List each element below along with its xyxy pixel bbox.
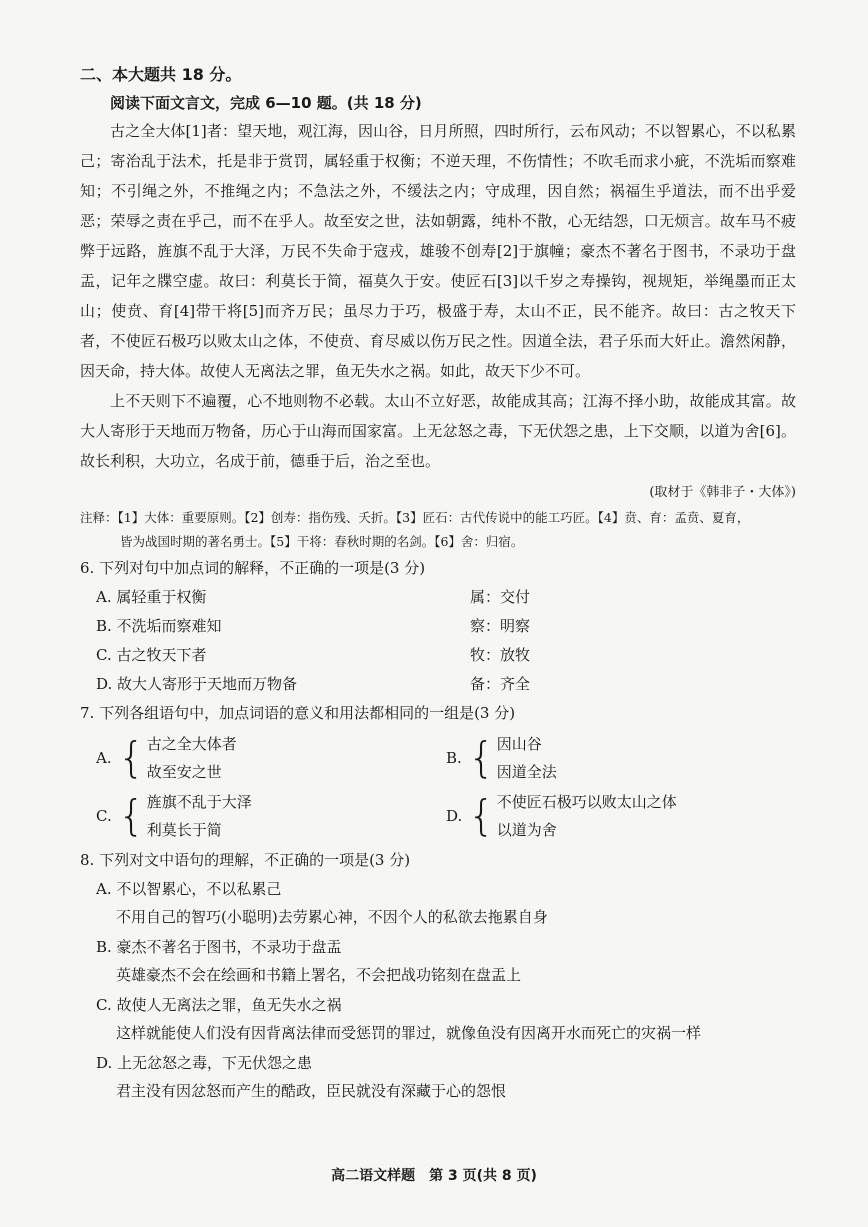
annotation-line-2: 皆为战国时期的著名勇士。【5】干将：春秋时期的名剑。【6】舍：归宿。 bbox=[120, 534, 524, 549]
q8-option-a: A. 不以智累心，不以私累己 bbox=[96, 880, 282, 898]
q8-option-c: C. 故使人无离法之罪，鱼无失水之祸 bbox=[96, 996, 342, 1014]
q7-option-a: A. { 古之全大体者 故至安之世 bbox=[96, 733, 237, 782]
brace-icon: { bbox=[468, 733, 495, 782]
q8-option-d-explanation: 君主没有因忿怒而产生的酷政，臣民就没有深藏于心的怨恨 bbox=[116, 1082, 507, 1100]
question-7-stem: 7. 下列各组语句中，加点词语的意义和用法都相同的一组是(3 分) bbox=[80, 704, 516, 722]
page-footer: 高二语文样题 第 3 页(共 8 页) bbox=[331, 1168, 537, 1184]
brace-icon: { bbox=[118, 791, 145, 840]
q8-option-a-explanation: 不用自己的智巧(小聪明)去劳累心神，不因个人的私欲去拖累自身 bbox=[116, 908, 548, 926]
q6-option-d: D. 故大人寄形于天地而万物备 备：齐全 bbox=[96, 675, 531, 693]
q8-option-b: B. 豪杰不著名于图书，不录功于盘盂 bbox=[96, 938, 342, 956]
question-8-stem: 8. 下列对文中语句的理解，不正确的一项是(3 分) bbox=[80, 851, 411, 869]
q8-option-b-explanation: 英雄豪杰不会在绘画和书籍上署名，不会把战功铭刻在盘盂上 bbox=[116, 966, 522, 984]
brace-icon: { bbox=[468, 791, 495, 840]
brace-icon: { bbox=[118, 733, 145, 782]
q7-option-c: C. { 旌旗不乱于大泽 利莫长于简 bbox=[96, 791, 252, 840]
q6-option-c: C. 古之牧天下者 牧：放牧 bbox=[96, 646, 531, 664]
passage-paragraph-2: 上不天则下不遍覆，心不地则物不必载。太山不立好恶，故能成其高；江海不择小助，故能成其富。故大人寄形于天地而万物备，历心于山海而国家富。上无忿怒之毒，下无伏怨之患，上下交顺，以道为舍[6]。故长利积，大功立，名成于前，德垂于后，治之至也。 bbox=[80, 392, 796, 470]
exam-page bbox=[80, 62, 796, 1107]
annotation-line-1: 注释：【1】大体：重要原则。【2】创寿：指伤残、夭折。【3】匠石：古代传说中的能工巧匠。【4】贲、育：孟贲、夏育， bbox=[80, 510, 750, 525]
q6-option-a: A. 属轻重于权衡 属：交付 bbox=[96, 588, 531, 606]
annotations bbox=[80, 506, 796, 554]
passage-paragraph-1: 古之全大体[1]者：望天地，观江海，因山谷，日月所照，四时所行，云布风动；不以智累心，不以私累己；寄治乱于法术，托是非于赏罚，属轻重于权衡；不逆天理，不伤情性；不吹毛而求小疵，不洗垢而察难知；不引绳之外，不推绳之内；不急法之外，不缓法之内；守成理，因自然；祸福生乎道法，而不出乎爱恶；荣辱之责在乎己，而不在乎人。故至安之世，法如朝露，纯朴不散，心无结怨，口无烦言。故车马不疲弊于远路，旌旗不乱于大泽，万民不失命于寇戎，雄骏不创寿[2]于旗幢；豪杰不著名于图书，不录功于盘盂，记年之牒空虚。故曰：利莫长于简，福莫久于安。使匠石[3]以千岁之寿操钩，视规矩，举绳墨而正太山；使贲、育[4]带干将[5]而齐万民；虽尽力于巧，极盛于寿，太山不正，民不能齐。故曰：古之牧天下者，不使匠石极巧以败太山之体，不使贲、育尽威以伤万民之性。因道全法，君子乐而大奸止。澹然闲静，因天命，持大体。故使人无离法之罪，鱼无失水之祸。如此，故天下少不可。 bbox=[80, 122, 796, 380]
q7-option-d: D. { 不使匠石极巧以败太山之体 以道为舍 bbox=[446, 791, 677, 840]
q8-option-d: D. 上无忿怒之毒，下无伏怨之患 bbox=[96, 1054, 313, 1072]
q7-option-b: B. { 因山谷 因道全法 bbox=[446, 733, 557, 782]
passage-source: (取材于《韩非子・大体》) bbox=[649, 485, 796, 500]
section-intro: 阅读下面文言文，完成 6—10 题。(共 18 分) bbox=[110, 94, 422, 112]
section-title: 二、本大题共 18 分。 bbox=[80, 65, 242, 84]
q6-option-b: B. 不洗垢而察难知 察：明察 bbox=[96, 617, 531, 635]
q8-option-c-explanation: 这样就能使人们没有因背离法律而受惩罚的罪过，就像鱼没有因离开水而死亡的灾祸一样 bbox=[116, 1024, 702, 1042]
question-6-stem: 6. 下列对句中加点词的解释，不正确的一项是(3 分) bbox=[80, 559, 426, 577]
